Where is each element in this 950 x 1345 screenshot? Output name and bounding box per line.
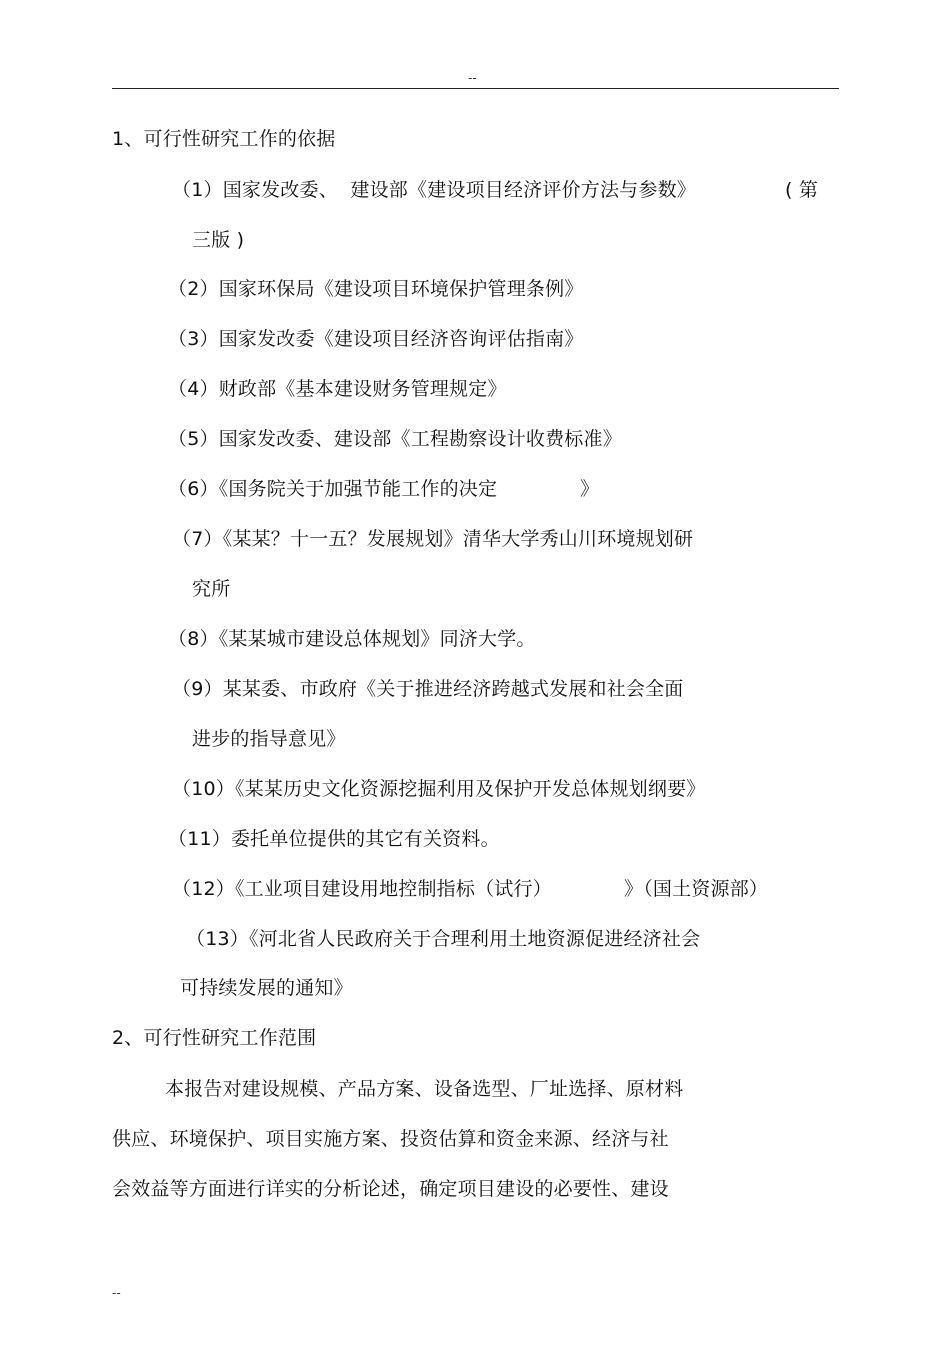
section-2-heading: 2、可行性研究工作范围 xyxy=(112,1027,317,1049)
reference-item-1-tail: ( 第 xyxy=(785,179,819,201)
reference-item-13-continuation: 可持续发展的通知》 xyxy=(180,977,353,999)
section-1-heading: 1、可行性研究工作的依据 xyxy=(112,128,336,150)
reference-item-12-tail: 》（国土资源部） xyxy=(624,878,769,900)
reference-item-9: （9）某某委、市政府《关于推进经济跨越式发展和社会全面 xyxy=(172,678,684,700)
reference-item-7-continuation: 究所 xyxy=(192,578,231,600)
header-mark: -- xyxy=(468,70,477,85)
reference-item-6: （6）《国务院关于加强节能工作的决定 xyxy=(168,478,498,500)
reference-item-6-tail: 》 xyxy=(580,478,600,500)
reference-item-13: （13）《河北省人民政府关于合理利用土地资源促进经济社会 xyxy=(186,928,701,950)
reference-item-1-continuation: 三版 ) xyxy=(192,229,245,251)
scope-paragraph-line-1: 本报告对建设规模、产品方案、设备选型、厂址选择、原材料 xyxy=(165,1078,684,1100)
scope-paragraph-line-3: 会效益等方面进行详实的分析论述，确定项目建设的必要性、建设 xyxy=(112,1178,669,1200)
reference-item-9-continuation: 进步的指导意见》 xyxy=(192,728,346,750)
reference-item-5: （5）国家发改委、建设部《工程勘察设计收费标准》 xyxy=(168,428,622,450)
reference-item-10: （10）《某某历史文化资源挖掘利用及保护开发总体规划纲要》 xyxy=(172,778,706,800)
reference-item-3: （3）国家发改委《建设项目经济咨询评估指南》 xyxy=(168,328,584,350)
reference-item-4: （4）财政部《基本建设财务管理规定》 xyxy=(168,378,507,400)
header-rule xyxy=(112,88,839,89)
scope-paragraph-line-2: 供应、环境保护、项目实施方案、投资估算和资金来源、经济与社 xyxy=(112,1128,669,1150)
reference-item-1: （1）国家发改委、 建设部《建设项目经济评价方法与参数》 xyxy=(172,179,696,201)
reference-item-2: （2）国家环保局《建设项目环境保护管理条例》 xyxy=(168,278,584,300)
reference-item-11: （11）委托单位提供的其它有关资料。 xyxy=(168,828,500,850)
footer-mark: -- xyxy=(112,1285,121,1300)
reference-item-7: （7）《某某？十一五？发展规划》清华大学秀山川环境规划研 xyxy=(172,528,694,550)
reference-item-12: （12）《工业项目建设用地控制指标（试行） xyxy=(172,878,552,900)
reference-item-8: （8）《某某城市建设总体规划》同济大学。 xyxy=(168,628,536,650)
